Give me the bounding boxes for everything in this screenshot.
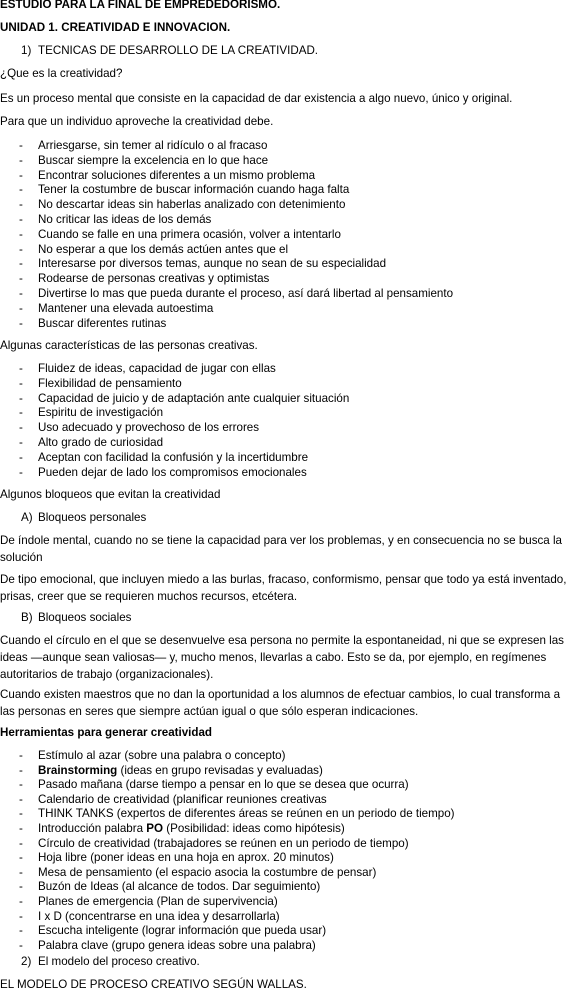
list-item-text: No criticar las ideas de los demás [38,213,212,226]
list-item-text [38,939,316,953]
list-dash: - [19,198,23,212]
list-item-text: Espiritu de investigación [38,406,164,420]
list-dash: - [19,421,23,435]
list-dash: - [19,836,23,850]
list-item-text: Encontrar soluciones diferentes a un mismo problema [38,168,316,182]
list-dash: - [19,865,23,879]
list-item-text: Aceptan con facilidad la confusión y la incertidumbre [38,450,309,464]
list-item-text: Alto grado de curiosidad [38,436,164,449]
list-item-rest: Escucha inteligente (lograr información que pueda usar) [38,924,327,938]
list-item-rest: Estímulo al azar (sobre una palabra o concepto) [38,749,286,762]
list-item-text: Mantener una elevada autoestima [38,301,214,315]
list-dash: - [19,362,23,375]
list-item-bold: Brainstorming [38,763,118,777]
block-a-paragraph-2: De tipo emocional, que incluyen miedo a las burlas, fracaso, conformismo, pensar que todo ya está inventado, prisas, creer que se requieren muchos recursos, etcétera. [0,573,567,603]
unit-title: UNIDAD 1. CREATIVIDAD E INNOVACION. [0,21,231,34]
list-item-rest: Hoja libre (poner ideas en una hoja en aprox. 20 minutos) [38,851,334,865]
list-item-text: No esperar a que los demás actúen antes que el [38,242,289,256]
list-item-text [38,764,323,778]
list-item-bold: PO [146,822,164,835]
block-b-paragraph-2: Cuando existen maestros que no dan la oportunidad a los alumnos de efectuar cambios, lo cual transforma a las personas en seres que siempre actúan igual o que sólo esperan indicaciones. [0,688,561,718]
list-item-text [38,910,280,924]
list-item-text [38,807,455,821]
list-dash: - [19,807,23,821]
list-item-rest: Mesa de pensamiento (el espacio asocia la costumbre de pensar) [38,865,377,879]
list-item-rest: (Posibilidad: ideas como hipótesis) [163,822,345,835]
list-item-rest: (ideas en grupo revisadas y evaluadas) [117,763,323,777]
list-dash: - [19,938,23,952]
list-dash: - [19,792,23,806]
list-item-rest: Círculo de creatividad (trabajadores se reúnen en un periodo de tiempo) [38,836,409,850]
list-dash: - [19,895,23,908]
block-a-paragraph-1: De índole mental, cuando no se tiene la capacidad para ver los problemas, y en consecuencia no se busca la solución [0,534,563,564]
list-item-text [38,793,327,807]
list-item-text: Flexibilidad de pensamiento [38,376,182,390]
list-item-text: No descartar ideas sin haberlas analizado con detenimiento [38,198,346,212]
list-1-intro: Para que un individuo aproveche la creatividad debe. [0,115,274,128]
blocks-intro: Algunos bloqueos que evitan la creatividad [0,488,221,501]
list-item-rest: Calendario de creatividad (planificar reuniones creativas [38,792,327,806]
section-2-number: 2) [21,955,32,968]
list-dash: - [19,287,23,300]
section-2-label: El modelo del proceso creativo. [38,955,200,968]
list-dash: - [19,909,23,923]
list-item-text [38,880,320,894]
list-item-rest: THINK TANKS (expertos de diferentes áreas se reúnen en un periodo de tiempo) [38,807,455,821]
list-dash: - [19,778,23,792]
section-1-label: TECNICAS DE DESARROLLO DE LA CREATIVIDAD. [38,44,319,57]
list-dash: - [19,301,23,315]
list-item-text: Uso adecuado y provechoso de los errores [38,421,260,435]
list-item-rest: Planes de emergencia (Plan de supervivencia) [38,895,278,908]
question-creativity: ¿Que es la creatividad? [0,67,123,80]
list-item-rest: Palabra clave (grupo genera ideas sobre una palabra) [38,938,316,952]
list-item-rest: Pasado mañana (darse tiempo a pensar en lo que se desea que ocurra) [38,778,409,792]
list-item-text [38,778,409,792]
list-dash: - [19,227,23,241]
block-b-paragraph-1: Cuando el círculo en el que se desenvuelve esa persona no permite la espontaneidad, ni que se expresen las ideas —aunque sean valiosas— y, mucho menos, llevarlas a cabo. Esto se da, por ejemplo, en regímenes autoritarios de trabajo (organizacionales). [0,634,564,681]
list-dash: - [19,822,23,835]
tools-title: Herramientas para generar creatividad [0,726,213,739]
list-item-text: Fluidez de ideas, capacidad de jugar con ellas [38,362,276,375]
section-1-number: 1) [21,44,32,57]
list-dash: - [19,763,23,777]
list-item-text: Cuando se falle en una primera ocasión, volver a intentarlo [38,227,341,241]
list-dash: - [19,257,23,271]
list-item-text [38,837,409,851]
list-dash: - [19,213,23,226]
list-item-text: Divertirse lo mas que pueda durante el proceso, así dará libertad al pensamiento [38,287,454,300]
list-dash: - [19,924,23,938]
list-item-rest: I x D (concentrarse en una idea y desarrollarla) [38,909,280,923]
list-item-text [38,895,278,909]
list-item-text [38,822,345,836]
list-dash: - [19,376,23,390]
list-dash: - [19,183,23,197]
list-item-text [38,924,326,938]
definition-creativity: Es un proceso mental que consiste en la capacidad de dar existencia a algo nuevo, único y original. [0,92,513,105]
list-dash: - [19,272,23,286]
list-dash: - [19,880,23,894]
list-dash: - [19,851,23,865]
list-item-prefix: Introducción palabra [38,822,147,835]
list-dash: - [19,316,23,330]
list-item-text: Pueden dejar de lado los compromisos emocionales [38,465,307,479]
list-item-text: Rodearse de personas creativas y optimistas [38,272,270,286]
list-2-intro: Algunas características de las personas creativas. [0,339,258,352]
list-dash: - [19,406,23,420]
list-dash: - [19,242,23,256]
block-a-label: Bloqueos personales [38,511,147,524]
list-item-text: Buscar siempre la excelencia en lo que hace [38,153,269,167]
list-dash: - [19,391,23,405]
list-item-text: Interesarse por diversos temas, aunque no sean de su especialidad [38,257,387,271]
list-dash: - [19,436,23,449]
block-a-letter: A) [21,511,33,524]
wallas-heading: EL MODELO DE PROCESO CREATIVO SEGÚN WALLAS. [0,978,307,991]
list-dash: - [19,450,23,464]
list-item-text [38,866,376,880]
list-item-text: Buscar diferentes rutinas [38,316,167,330]
list-dash: - [19,465,23,479]
list-dash: - [19,139,23,152]
list-item-text [38,749,285,763]
list-dash: - [19,168,23,182]
list-item-text: Tener la costumbre de buscar información cuando haga falta [38,183,350,197]
list-item-text: Arriesgarse, sin temer al ridículo o al fracaso [38,139,268,152]
list-item-text [38,851,334,865]
block-b-letter: B) [21,611,33,624]
list-dash: - [19,749,23,762]
block-b-label: Bloqueos sociales [38,611,132,624]
list-dash: - [19,153,23,167]
list-item-text: Capacidad de juicio y de adaptación ante cualquier situación [38,391,350,405]
document-title: ESTUDIO PARA LA FINAL DE EMPREDEDORISMO. [0,0,281,11]
list-item-rest: Buzón de Ideas (al alcance de todos. Dar seguimiento) [38,880,321,894]
